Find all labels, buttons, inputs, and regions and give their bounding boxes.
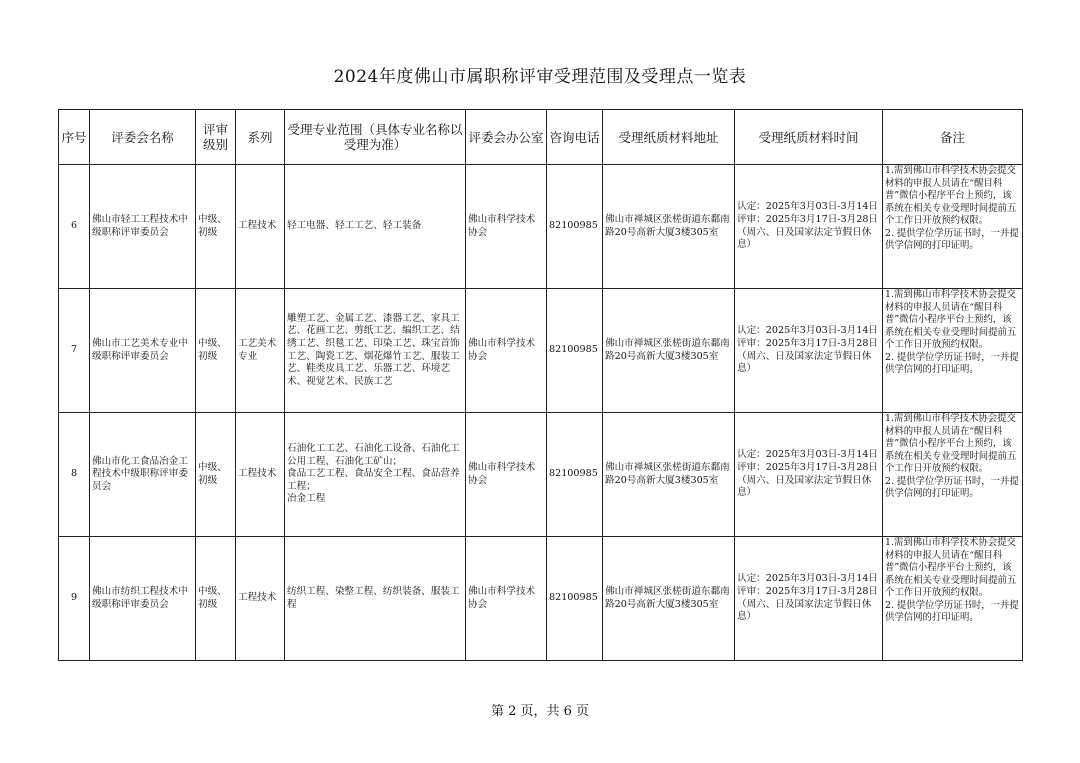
cell-time: 认定：2025年3月03日-3月14日 评审：2025年3月17日-3月28日 （周六、日及国家法定节假日休息） bbox=[735, 165, 883, 289]
cell-scope: 雕塑工艺、金属工艺、漆器工艺、家具工艺、花画工艺、剪纸工艺、编织工艺、结绣工艺、织毯工艺、印染工艺、珠宝首饰工艺、陶瓷工艺、烟花爆竹工艺、服装工艺、鞋类皮具工艺、乐器工艺、环境艺术、视觉艺术、民族工艺 bbox=[285, 289, 466, 413]
cell-office: 佛山市科学技术协会 bbox=[466, 537, 547, 661]
cell-phone: 82100985 bbox=[547, 289, 603, 413]
header-phone: 咨询电话 bbox=[547, 110, 603, 165]
table-row bbox=[59, 289, 1023, 413]
cell-series: 工艺美术专业 bbox=[236, 289, 285, 413]
cell-address: 佛山市禅城区张槎街道东鄱南路20号高新大厦3楼305室 bbox=[603, 165, 735, 289]
cell-committee: 佛山市工艺美术专业中级职称评审委员会 bbox=[90, 289, 196, 413]
cell-phone: 82100985 bbox=[547, 165, 603, 289]
cell-scope: 石油化工工艺、石油化工设备、石油化工公用工程、石油化工矿山； 食品工艺工程、食品安全工程、食品营养工程； 冶金工程 bbox=[285, 413, 466, 537]
table-header-row bbox=[59, 110, 1023, 165]
cell-phone: 82100985 bbox=[547, 413, 603, 537]
cell-note: 1.需到佛山市科学技术协会提交材料的申报人员请在“醒目科普”微信小程序平台上预约，该系统在相关专业受理时间提前五个工作日开放预约权限。 2. 提供学位学历证书时，一并提供学信网的打印证明。 bbox=[883, 413, 1023, 537]
cell-level: 中级、初级 bbox=[196, 413, 236, 537]
cell-time: 认定：2025年3月03日-3月14日 评审：2025年3月17日-3月28日 （周六、日及国家法定节假日休息） bbox=[735, 289, 883, 413]
header-level: 评审级别 bbox=[196, 110, 236, 165]
cell-address: 佛山市禅城区张槎街道东鄱南路20号高新大厦3楼305室 bbox=[603, 413, 735, 537]
table-row bbox=[59, 413, 1023, 537]
cell-committee: 佛山市轻工工程技术中级职称评审委员会 bbox=[90, 165, 196, 289]
cell-office: 佛山市科学技术协会 bbox=[466, 413, 547, 537]
cell-level: 中级、初级 bbox=[196, 165, 236, 289]
cell-phone: 82100985 bbox=[547, 537, 603, 661]
cell-time: 认定：2025年3月03日-3月14日 评审：2025年3月17日-3月28日 （周六、日及国家法定节假日休息） bbox=[735, 413, 883, 537]
header-address: 受理纸质材料地址 bbox=[603, 110, 735, 165]
cell-seq: 8 bbox=[59, 413, 90, 537]
cell-office: 佛山市科学技术协会 bbox=[466, 289, 547, 413]
cell-series: 工程技术 bbox=[236, 537, 285, 661]
cell-level: 中级、初级 bbox=[196, 289, 236, 413]
header-seq: 序号 bbox=[59, 110, 90, 165]
table-body bbox=[59, 165, 1023, 661]
cell-note: 1.需到佛山市科学技术协会提交材料的申报人员请在“醒目科普”微信小程序平台上预约，该系统在相关专业受理时间提前五个工作日开放预约权限。 2. 提供学位学历证书时，一并提供学信网的打印证明。 bbox=[883, 289, 1023, 413]
cell-time: 认定：2025年3月03日-3月14日 评审：2025年3月17日-3月28日 （周六、日及国家法定节假日休息） bbox=[735, 537, 883, 661]
cell-scope: 轻工电器、轻工工艺、轻工装备 bbox=[285, 165, 466, 289]
cell-committee: 佛山市纺织工程技术中级职称评审委员会 bbox=[90, 537, 196, 661]
cell-scope: 纺织工程、染整工程、纺织装备、服装工程 bbox=[285, 537, 466, 661]
table-row bbox=[59, 165, 1023, 289]
cell-series: 工程技术 bbox=[236, 165, 285, 289]
page-footer: 第 2 页，共 6 页 bbox=[490, 704, 590, 719]
cell-note: 1.需到佛山市科学技术协会提交材料的申报人员请在“醒目科普”微信小程序平台上预约，该系统在相关专业受理时间提前五个工作日开放预约权限。 2. 提供学位学历证书时，一并提供学信网的打印证明。 bbox=[883, 165, 1023, 289]
header-series: 系列 bbox=[236, 110, 285, 165]
cell-committee: 佛山市化工食品冶金工程技术中级职称评审委员会 bbox=[90, 413, 196, 537]
cell-note: 1.需到佛山市科学技术协会提交材料的申报人员请在“醒目科普”微信小程序平台上预约，该系统在相关专业受理时间提前五个工作日开放预约权限。 2. 提供学位学历证书时，一并提供学信网的打印证明。 bbox=[883, 537, 1023, 661]
cell-series: 工程技术 bbox=[236, 413, 285, 537]
document-title: 2024年度佛山市属职称评审受理范围及受理点一览表 bbox=[333, 67, 747, 87]
cell-seq: 6 bbox=[59, 165, 90, 289]
cell-address: 佛山市禅城区张槎街道东鄱南路20号高新大厦3楼305室 bbox=[603, 537, 735, 661]
cell-office: 佛山市科学技术协会 bbox=[466, 165, 547, 289]
cell-address: 佛山市禅城区张槎街道东鄱南路20号高新大厦3楼305室 bbox=[603, 289, 735, 413]
header-time: 受理纸质材料时间 bbox=[735, 110, 883, 165]
cell-seq: 9 bbox=[59, 537, 90, 661]
cell-level: 中级、初级 bbox=[196, 537, 236, 661]
committee-table bbox=[58, 109, 1023, 661]
header-scope: 受理专业范围（具体专业名称以受理为准） bbox=[285, 110, 466, 165]
header-committee: 评委会名称 bbox=[90, 110, 196, 165]
cell-seq: 7 bbox=[59, 289, 90, 413]
header-office: 评委会办公室 bbox=[466, 110, 547, 165]
header-note: 备注 bbox=[883, 110, 1023, 165]
table-row bbox=[59, 537, 1023, 661]
